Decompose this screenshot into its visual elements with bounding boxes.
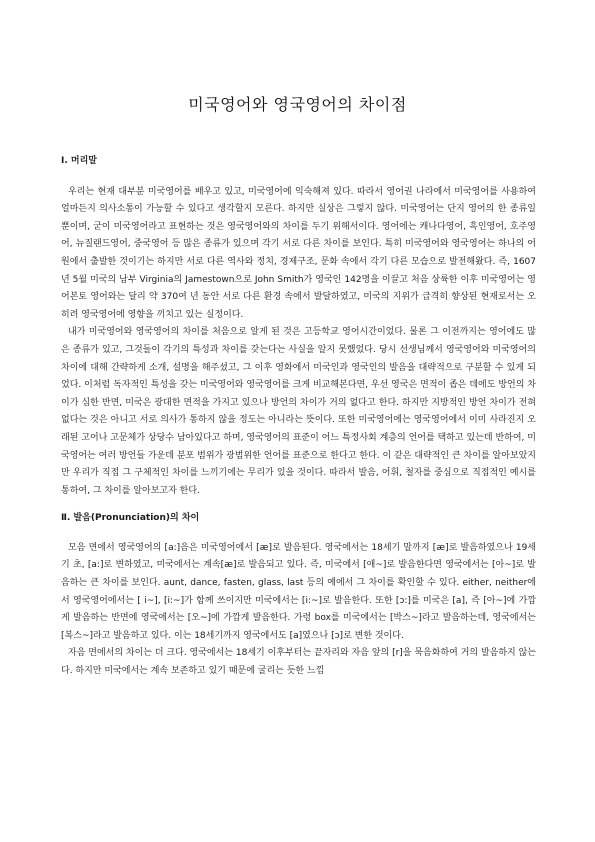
- section-introduction: [61, 153, 536, 500]
- section-heading: Ⅱ. 발음(Pronunciation)의 차이: [61, 513, 200, 524]
- paragraph: 자음 면에서의 차이는 더 크다. 영국에서는 18세기 이후부터는 끝자리와 자음 앞의 [r]을 묵음화하여 거의 발음하지 않는다. 하지만 미국에서는 계속 보존하고 있기 때문에 굴리는 듯한 느낌: [61, 648, 536, 677]
- document-body: [61, 153, 536, 681]
- paragraph: 내가 미국영어와 영국영어의 차이를 처음으로 알게 된 것은 고등학교 영어시간이었다. 물론 그 이전까지는 영어에도 많은 종류가 있고, 그것들이 각기의 특성과 차이를 갖는다는 사실을 알지 못했었다. 당시 선생님께서 영국영어와 미국영어의 차이에 대해 간략하게 소개, 설명을 해주셨고, 그 이후 영화에서 미국인과 영국인의 발음을 대략적으로 구분할 수 있게 되었다. 이처럼 독자적인 특성을 갖는 미국영어와 영국영어를 크게 비교해본다면, 우선 영국은 면적이 좁은 데에도 방언의 차이가 심한 반면, 미국은 광대한 면적을 가지고 있으나 방언의 차이가 거의 없다고 한다. 하지만 지방적인 방언 차이가 전혀 없다는 것은 아니고 서로 의사가 통하지 않을 정도는 아니라는 뜻이다. 또한 미국영어에는 영국영어에서 이미 사라진지 오래된 고어나 고문체가 상당수 남아있다고 하며, 영국영어의 표준이 어느 특정사회 계층의 언어를 택하고 있는데 반하여, 미국영어는 여러 방언들 가운데 분포 범위가 광범위한 언어를 표준으로 한다고 한다. 이 같은 대략적인 큰 차이를 알아보았지만 우리가 직접 그 구체적인 차이를 느끼기에는 무리가 있을 것이다. 따라서 발음, 어휘, 철자를 중심으로 직접적인 예시를 통하여, 그 차이를 알아보고자 한다.: [61, 327, 536, 496]
- paragraph: 모음 면에서 영국영어의 [a:]음은 미국영어에서 [ӕ]로 발음된다. 영국에서는 18세기 말까지 [ӕ]로 발음하였으나 19세기 초, [a:]로 변하였고, 미국에서는 계속[ӕ]로 발음되고 있다. 즉, 미국에서 [애~]로 발음한다면 영국에서는 [아~]로 발음하는 큰 차이를 보인다. aunt, dance, fasten, glass, last 등의 예에서 그 차이를 확인할 수 있다. either, neither에서 영국영어에서는 [ i~], [i:~]가 함께 쓰이지만 미국에서는 [i:~]로 발음한다. 또한 [ɔ:]를 미국은 [a], 즉 [아~]에 가깝게 발음하는 반면에 영국에서는 [오~]에 가깝게 발음한다. 가령 box를 미국에서는 [박스~]라고 발음하는데, 영국에서는 [복스~]라고 발음하고 있다. 이는 18세기까지 영국에서도 [a]였으나 [ɔ]로 변한 것이다.: [61, 542, 536, 641]
- section-pronunciation: [61, 510, 536, 680]
- section-heading: Ⅰ. 머리말: [61, 156, 97, 166]
- paragraph: 우리는 현재 대부분 미국영어를 배우고 있고, 미국영어에 익숙해져 있다. 따라서 영어권 나라에서 미국영어를 사용하여 얼마든지 의사소통이 가능할 수 있다고 생각할지 모른다. 하지만 실상은 그렇지 않다. 미국영어는 단지 영어의 한 종류일 뿐이며, 굳이 미국영어라고 표현하는 것은 영국영어와의 차이를 두기 위해서이다. 영어에는 캐나다영어, 흑인영어, 호주영어, 뉴질랜드영어, 중국영어 등 많은 종류가 있으며 각기 서로 다른 차이를 보인다. 특히 미국영어와 영국영어는 하나의 어원에서 출발한 것이기는 하지만 서로 다른 역사와 정치, 경제구조, 문화 속에서 각기 다른 모습으로 발전해왔다. 즉, 1607년 5월 미국의 남부 Virginia의 Jamestown으로 John Smith가 영국인 142명을 이끌고 처음 상륙한 이후 미국영어는 영어본토 영어와는 달리 약 370여 년 동안 서로 다른 환경 속에서 발달하였고, 미국의 지위가 급격히 향상된 현재로서는 오히려 영국영어에 영향을 끼치고 있는 실정이다.: [61, 186, 536, 320]
- document-title: 미국영어와 영국영어의 차이점: [188, 95, 407, 114]
